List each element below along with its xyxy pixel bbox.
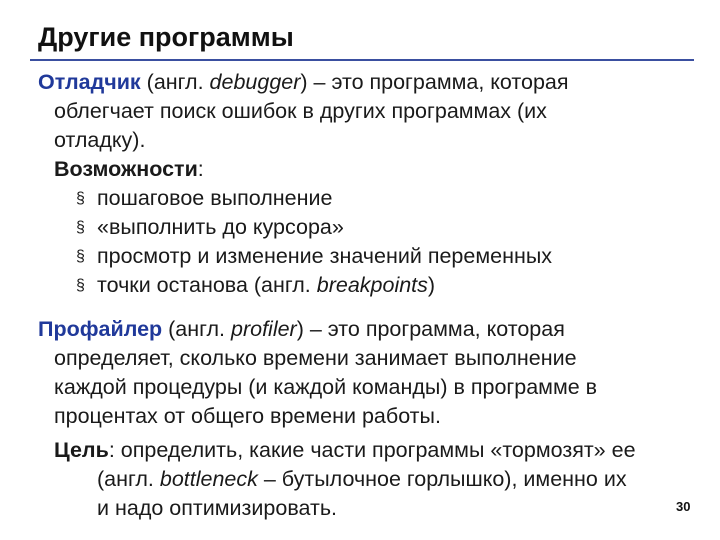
bullet-icon: § — [76, 219, 85, 236]
profiler-english: profiler — [231, 317, 297, 341]
goal-line-2: (англ. bottleneck – бутылочное горлышко), именно их — [97, 467, 627, 491]
profiler-line-4: процентах от общего времени работы. — [54, 404, 441, 428]
feature-item: точки останова (англ. breakpoints) — [97, 273, 436, 297]
bullet-icon: § — [76, 190, 85, 207]
profiler-line-1: Профайлер (англ. profiler) – это программа, которая — [38, 317, 565, 341]
features-label: Возможности — [54, 157, 198, 181]
breakpoints-english: breakpoints — [316, 273, 428, 297]
page-number: 30 — [676, 499, 691, 514]
debugger-term: Отладчик — [38, 70, 141, 94]
debugger-line-1: Отладчик (англ. debugger) – это программа, которая — [38, 70, 569, 94]
feature-item: просмотр и изменение значений переменных — [97, 244, 553, 268]
debugger-line-3: отладку). — [54, 128, 146, 152]
profiler-term: Профайлер — [38, 317, 163, 341]
slide-title: Другие программы — [38, 22, 294, 52]
goal-label: Цель — [54, 438, 109, 462]
feature-item: пошаговое выполнение — [97, 186, 333, 210]
feature-item: «выполнить до курсора» — [97, 215, 344, 239]
profiler-line-2: определяет, сколько времени занимает выполнение — [54, 346, 577, 370]
goal-line-1: Цель: определить, какие части программы «тормозят» ее — [54, 438, 636, 462]
bottleneck-english: bottleneck — [159, 467, 258, 491]
debugger-english: debugger — [209, 70, 301, 94]
title-divider — [30, 59, 694, 61]
bullet-icon: § — [76, 248, 85, 265]
features-heading: Возможности: — [54, 157, 204, 181]
goal-line-3: и надо оптимизировать. — [97, 496, 338, 520]
profiler-line-3: каждой процедуры (и каждой команды) в программе в — [54, 375, 598, 399]
bullet-icon: § — [76, 277, 85, 294]
debugger-line-2: облегчает поиск ошибок в других программах (их — [54, 99, 547, 123]
